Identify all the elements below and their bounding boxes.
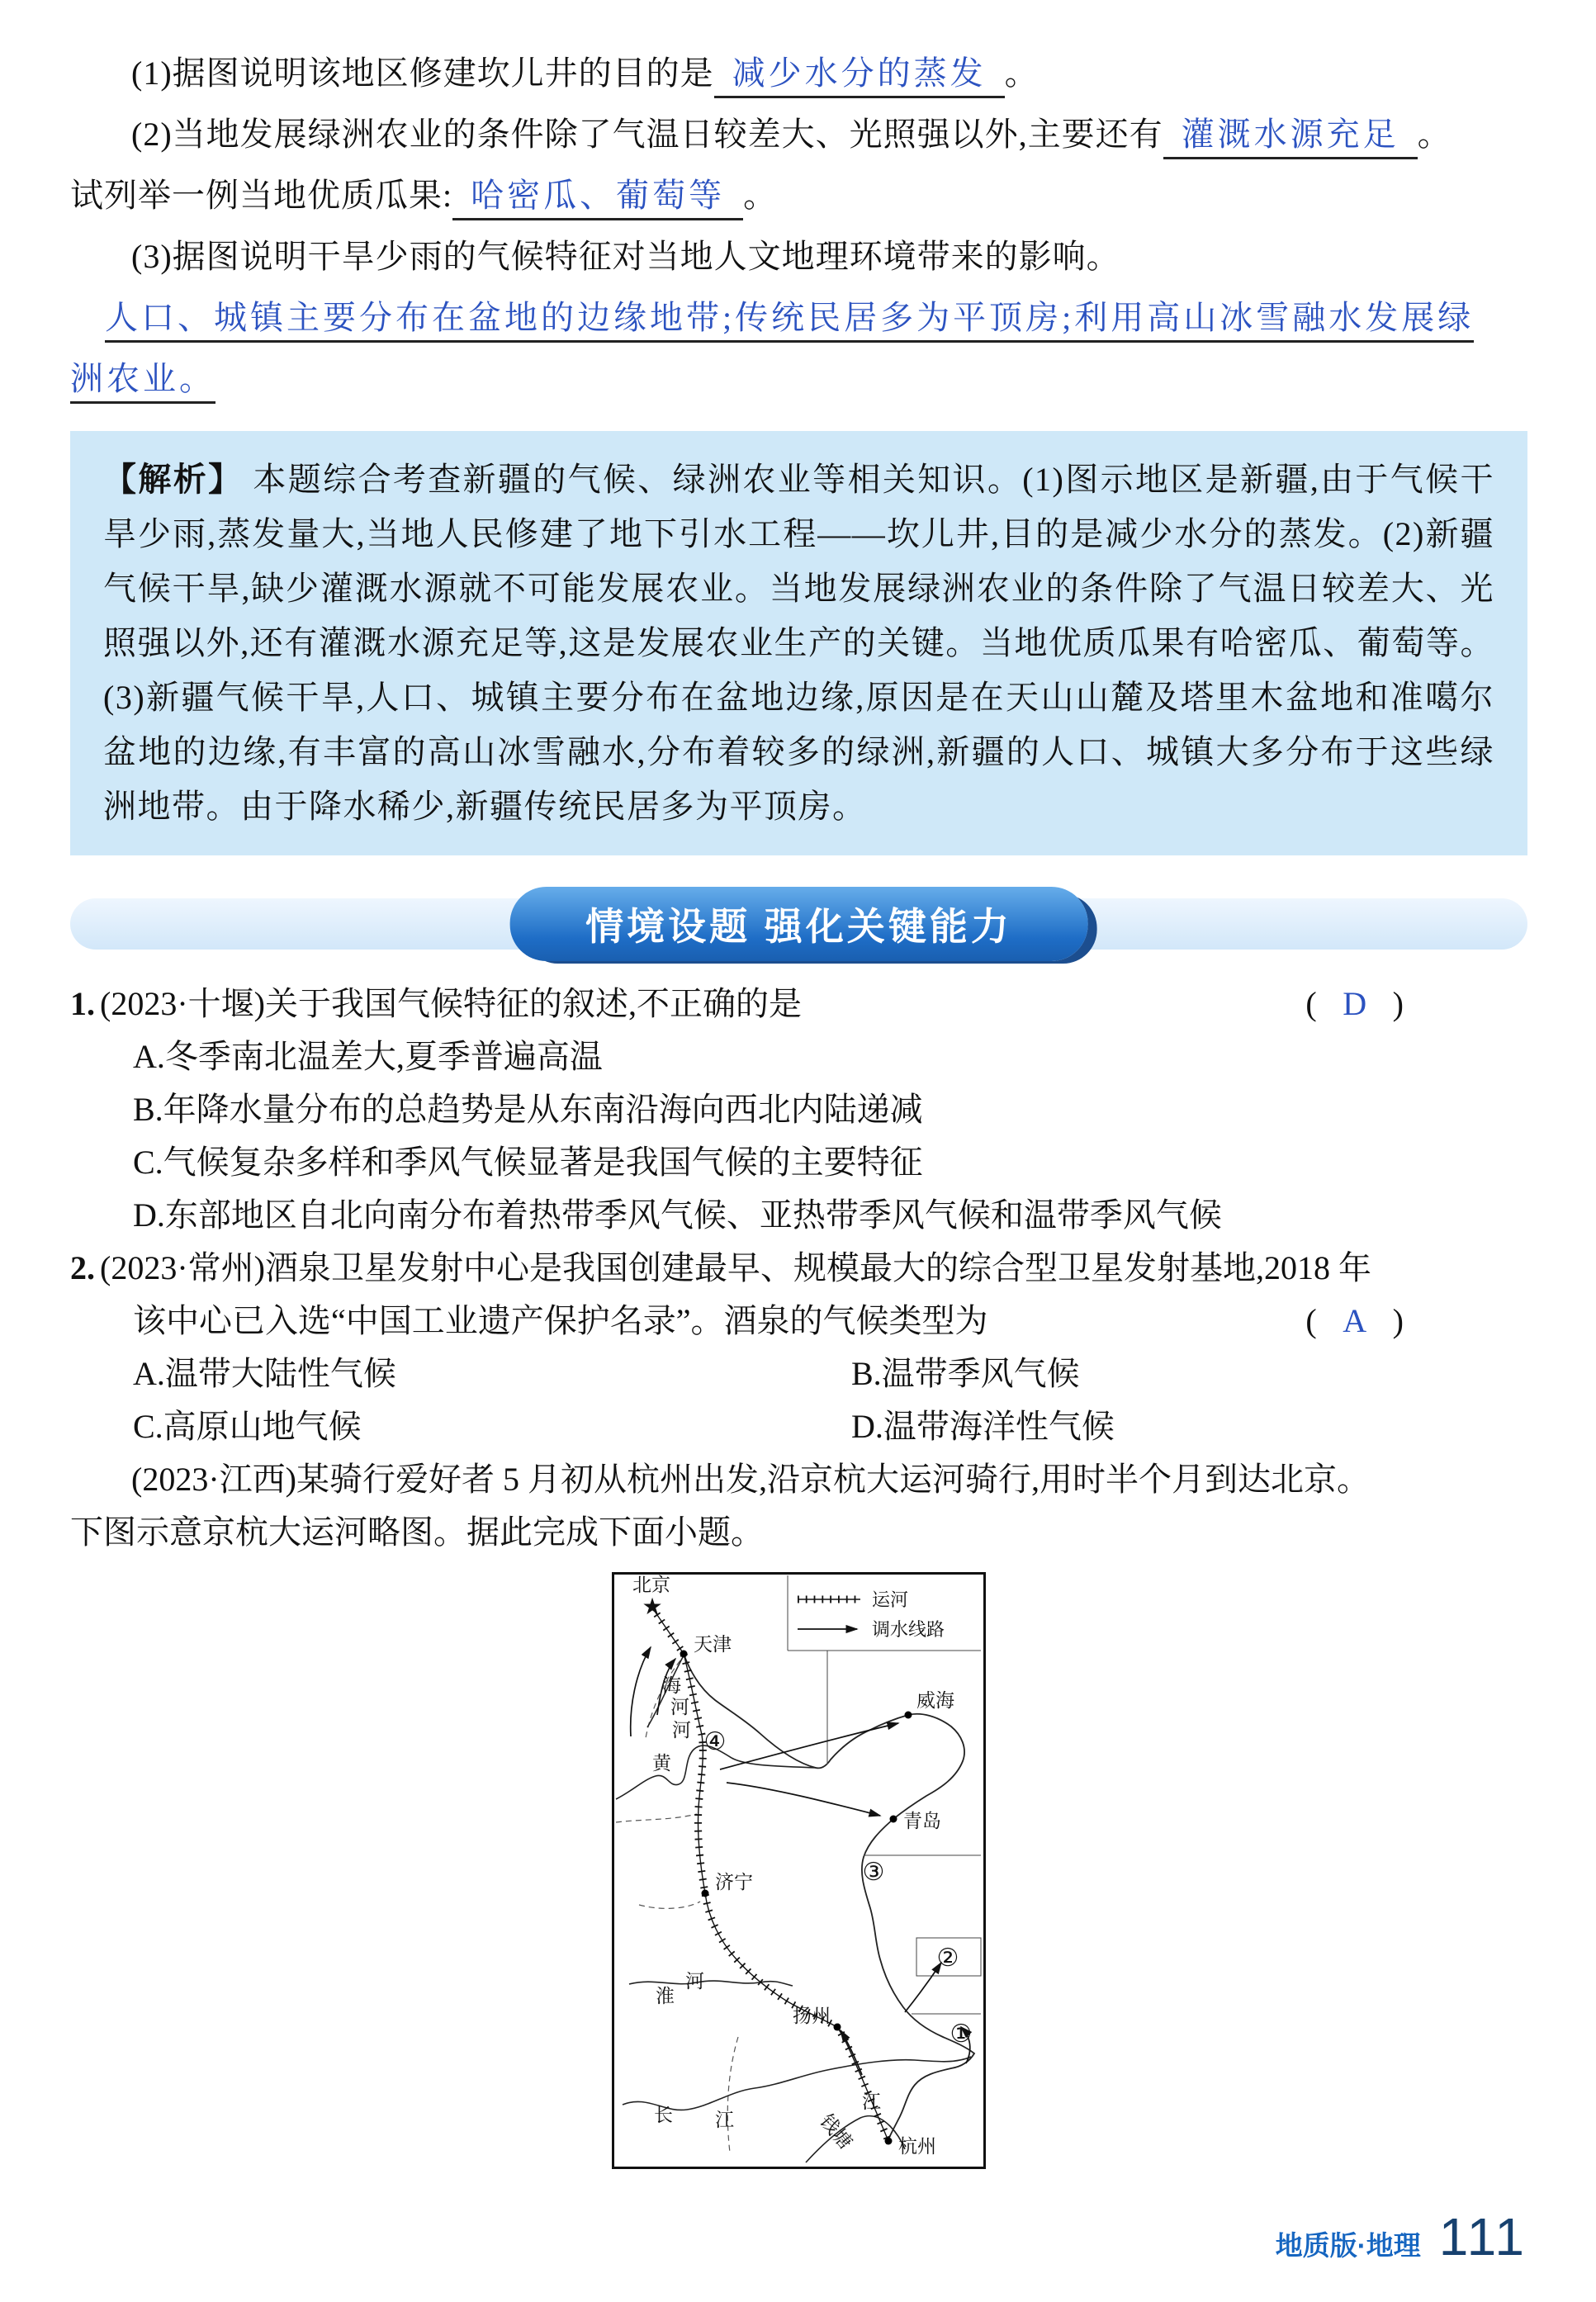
section-banner-title: 情境设题 强化关键能力 — [585, 905, 1012, 948]
legend-transfer-label: 调水线路 — [872, 1619, 945, 1640]
fill-4-answer-part-2: 洲农业。 — [70, 360, 215, 404]
fill-1-prompt: (1)据图说明该地区修建坎儿井的目的是 — [131, 54, 714, 92]
questions-section — [70, 978, 1527, 1559]
question-2-option-d: D.温带海洋性气候 — [851, 1408, 1115, 1445]
question-2-answer-letter: A — [1343, 1302, 1367, 1339]
fill-line-3 — [70, 165, 1527, 226]
fill-line-1 — [70, 43, 1527, 104]
footer-brand: 地质版·地理 — [1275, 2230, 1421, 2261]
question-1-option-c: C.气候复杂多样和季风气候显著是我国气候的主要特征 — [133, 1144, 923, 1181]
city-label-qingdao: 青岛 — [903, 1810, 941, 1831]
grand-canal-map — [612, 1572, 986, 2169]
canal-marker-3: ③ — [862, 1858, 885, 1887]
city-dot-hangzhou — [885, 2138, 893, 2145]
fill-answer-line-2 — [70, 348, 1527, 410]
river-label-huai-he: 河 — [685, 1970, 704, 1992]
legend-canal-label: 运河 — [872, 1589, 909, 1610]
river-label-huang-he: 河 — [672, 1719, 691, 1741]
question-1-answer-letter: D — [1343, 985, 1367, 1022]
river-label-chang-jiang: 江 — [715, 2109, 734, 2130]
paren-close: ) — [1392, 1302, 1404, 1339]
fill-3-period: 。 — [743, 177, 778, 214]
transfer-route-qingdao — [727, 1783, 880, 1816]
paren-open: ( — [1305, 985, 1317, 1022]
question-1-stem — [70, 978, 1527, 1030]
question-1-answer — [1305, 978, 1527, 1030]
river-label-huai: 淮 — [656, 1985, 675, 2006]
question-1-number: 1. — [70, 985, 95, 1022]
city-label-hangzhou: 杭州 — [898, 2135, 936, 2157]
section-banner-strip — [70, 898, 1527, 950]
river-label-qiantang-jiang: 江 — [862, 2091, 881, 2112]
fill-1-period: 。 — [1004, 54, 1039, 92]
question-2-number: 2. — [70, 1249, 95, 1286]
beijing-star-icon: ★ — [642, 1594, 663, 1620]
fill-2-prompt: (2)当地发展绿洲农业的条件除了气温日较差大、光照强以外,主要还有 — [131, 116, 1163, 153]
canal-marker-2: ② — [936, 1944, 959, 1973]
footer-page-number: 111 — [1438, 2207, 1527, 2266]
city-dot-qingdao — [890, 1816, 897, 1823]
city-dot-jining — [702, 1890, 709, 1897]
map-legend — [788, 1575, 981, 1651]
coastline — [684, 1654, 974, 2144]
question-1-option-a: A.冬季南北温差大,夏季普遍高温 — [133, 1038, 603, 1075]
transfer-route-weihai — [720, 1723, 898, 1769]
reading-passage — [70, 1453, 1527, 1559]
city-label-weihai: 威海 — [916, 1689, 954, 1711]
city-dot-weihai — [905, 1712, 912, 1719]
passage-line-1: (2023·江西)某骑行爱好者 5 月初从杭州出发,沿京杭大运河骑行,用时半个月到达北京。 — [131, 1461, 1370, 1498]
analysis-tag: 【解析】 — [103, 461, 244, 498]
question-2-option-b: B.温带季风气候 — [851, 1355, 1080, 1392]
city-dot-yangzhou — [834, 2024, 841, 2031]
transfer-route-beijing — [631, 1647, 651, 1736]
yangtze-river — [623, 2057, 971, 2110]
analysis-body: 本题综合考查新疆的气候、绿洲农业等相关知识。(1)图示地区是新疆,由于气候干旱少雨,蒸发量大,当地人民修建了地下引水工程——坎儿井,目的是减少水分的蒸发。(2)新疆气候干旱,缺少灌溉水源就不可能发展农业。当地发展绿洲农业的条件除了气温日较差大、光照强以外,还有灌溉水源充足等,这是发展农业生产的关键。当地优质瓜果有哈密瓜、葡萄等。(3)新疆气候干旱,人口、城镇主要分布在盆地边缘,原因是在天山山麓及塔里木盆地和准噶尔盆地的边缘,有丰富的高山冰雪融水,分布着较多的绿洲,新疆的人口、城镇大多分布于这些绿洲地带。由于降水稀少,新疆传统民居多为平顶房。 — [103, 461, 1494, 825]
question-2-text-line-1: (2023·常州)酒泉卫星发射中心是我国创建最早、规模最大的综合型卫星发射基地,2018 年 — [100, 1249, 1371, 1286]
question-2-stem-line-2 — [70, 1295, 1527, 1348]
fill-2-answer: 灌溉水源充足 — [1163, 116, 1418, 159]
river-label-chang: 长 — [654, 2104, 673, 2125]
fill-4-answer-part-1: 人口、城镇主要分布在盆地的边缘地带;传统民居多为平顶房;利用高山冰雪融水发展绿 — [105, 299, 1474, 343]
city-label-yangzhou: 扬州 — [793, 2005, 831, 2026]
boundary-dashed — [639, 1902, 700, 1908]
question-1-option-d: D.东部地区自北向南分布着热带季风气候、亚热带季风气候和温带季风气候 — [133, 1196, 1222, 1234]
paren-close: ) — [1392, 985, 1404, 1022]
fill-line-2 — [70, 104, 1527, 165]
fill-3-prompt: 试列举一例当地优质瓜果: — [70, 177, 453, 214]
question-1-option-b: B.年降水量分布的总趋势是从东南沿海向西北内陆递减 — [133, 1091, 923, 1128]
boundary-dashed — [616, 1814, 697, 1822]
city-dot-tianjin — [680, 1651, 688, 1658]
section-banner-pill — [509, 887, 1088, 961]
paren-open: ( — [1305, 1302, 1317, 1339]
river-label-qiantang: 钱塘 — [816, 2110, 857, 2153]
page-footer — [1276, 2206, 1527, 2267]
city-label-jining: 济宁 — [715, 1871, 753, 1892]
fill-3-answer: 哈密瓜、葡萄等 — [452, 177, 743, 220]
fill-in-section — [70, 43, 1527, 410]
question-1-text: (2023·十堰)关于我国气候特征的叙述,不正确的是 — [100, 985, 802, 1022]
canal-marker-1: ① — [950, 2020, 973, 2049]
fill-4-prompt: (3)据图说明干旱少雨的气候特征对当地人文地理环境带来的影响。 — [131, 238, 1120, 275]
canal-marker-4: ④ — [703, 1727, 727, 1756]
question-2-answer — [1305, 1295, 1527, 1348]
question-2-option-a: A.温带大陆性气候 — [133, 1355, 396, 1392]
fill-answer-line-1 — [70, 287, 1527, 348]
fill-2-period: 。 — [1417, 116, 1452, 153]
fill-1-answer: 减少水分的蒸发 — [714, 54, 1005, 98]
river-label-huang: 黄 — [652, 1752, 671, 1774]
passage-line-2: 下图示意京杭大运河略图。据此完成下面小题。 — [70, 1513, 764, 1551]
transfer-route-north-jiangsu — [905, 1963, 941, 2012]
question-2-options — [70, 1348, 1527, 1453]
fill-line-4 — [70, 226, 1527, 287]
river-label-hai-he: 河 — [670, 1696, 689, 1717]
river-label-hai: 海 — [662, 1674, 681, 1696]
question-2-stem-line-1 — [70, 1242, 1527, 1295]
city-label-beijing: 北京 — [632, 1575, 670, 1595]
grand-canal-line — [652, 1608, 888, 2141]
question-2-option-c: C.高原山地气候 — [133, 1408, 362, 1445]
question-2-text-line-2: 该中心已入选“中国工业遗产保护名录”。酒泉的气候类型为 — [133, 1302, 988, 1339]
analysis-block — [70, 431, 1527, 855]
city-label-tianjin: 天津 — [694, 1633, 732, 1655]
